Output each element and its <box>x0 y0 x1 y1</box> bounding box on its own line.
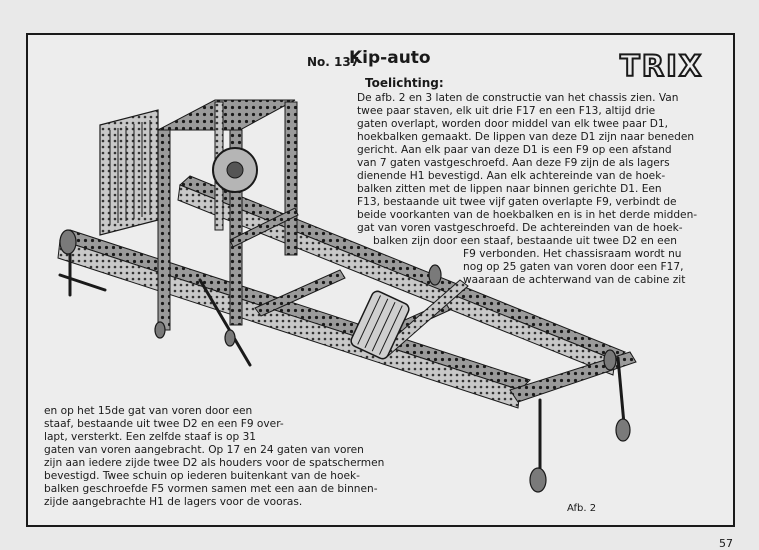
body-line: gaten overlapt, worden door middel van elk twee paar D1, <box>357 118 668 130</box>
section-heading: Toelichting: <box>365 76 444 90</box>
model-number: No. 137 <box>307 55 360 69</box>
body-line: F13, bestaande uit twee vijf gaten overlapte F9, verbindt de <box>357 196 677 208</box>
body-line: van 7 gaten vastgeschroefd. Aan deze F9 zijn de als lagers <box>357 157 670 169</box>
body-line: F9 verbonden. Het chassisraam wordt nu <box>463 248 682 260</box>
body-line: twee paar staven, elk uit drie F17 en een F13, altijd drie <box>357 105 656 117</box>
body-line: zijn aan iedere zijde twee D2 als houders voor de spatschermen <box>44 457 385 469</box>
body-line: gericht. Aan elk paar van deze D1 is een F9 op een afstand <box>357 144 672 156</box>
body-line: lapt, versterkt. Een zelfde staaf is op 31 <box>44 431 257 443</box>
body-line: dienende H1 bevestigd. Aan elk achtereinde van de hoek- <box>357 170 666 182</box>
body-line: nog op 25 gaten van voren door een F17, <box>463 261 684 273</box>
body-line: balken zijn door een staaf, bestaande uit twee D2 en een <box>373 235 677 247</box>
body-line: gaten van voren aangebracht. Op 17 en 24 gaten van voren <box>44 444 364 456</box>
body-line: bevestigd. Twee schuin op iederen buitenkant van de hoek- <box>44 470 360 482</box>
body-line: waaraan de achterwand van de cabine zit <box>463 274 686 286</box>
body-line: beide voorkanten van de hoekbalken en is in het derde midden- <box>357 209 698 221</box>
page-number: 57 <box>719 537 733 550</box>
body-line: gat van voren vastgeschroefd. De achtereinden van de hoek- <box>357 222 683 234</box>
body-line: staaf, bestaande uit twee D2 en een F9 over- <box>44 418 284 430</box>
body-line: zijde aangebrachte H1 de lagers voor de vooras. <box>44 496 303 508</box>
body-line: balken geschroefde F5 vormen samen met een aan de binnen- <box>44 483 378 495</box>
body-line: en op het 15de gat van voren door een <box>44 405 253 417</box>
trix-logo: TRIX <box>620 49 704 83</box>
body-line: balken zitten met de lippen naar binnen gerichte D1. Een <box>357 183 662 195</box>
body-line: hoekbalken gemaakt. De lippen van deze D1 zijn naar beneden <box>357 131 695 143</box>
figure-caption: Afb. 2 <box>567 503 597 514</box>
model-name: Kip-auto <box>349 48 431 68</box>
body-line: De afb. 2 en 3 laten de constructie van het chassis zien. Van <box>357 92 679 104</box>
